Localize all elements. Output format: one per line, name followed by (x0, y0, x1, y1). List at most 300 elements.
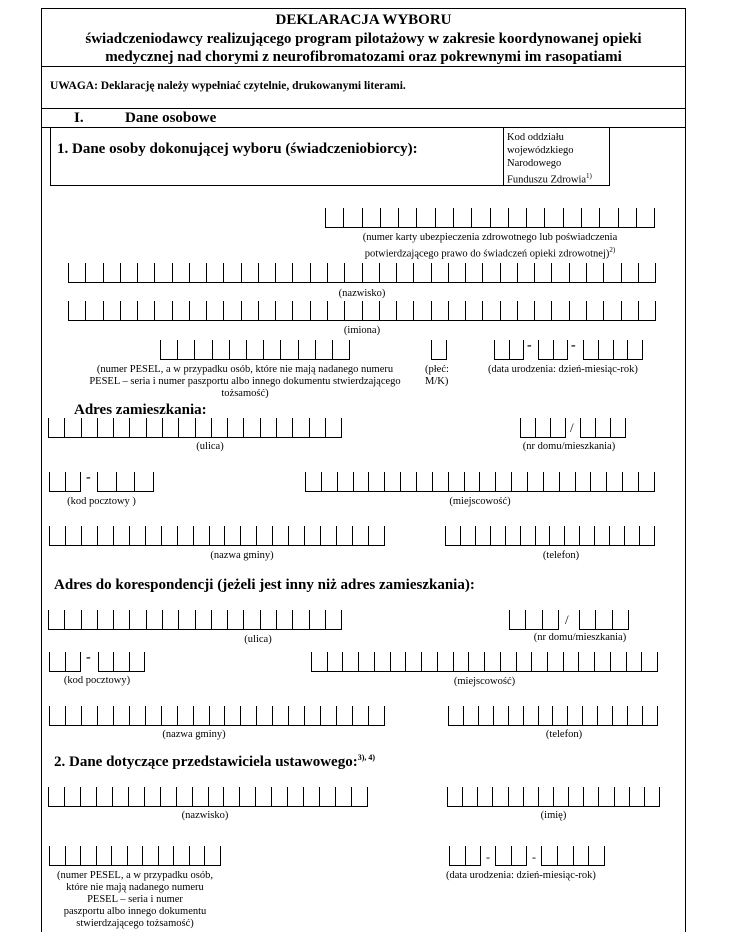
corr-postal-code-suffix-input[interactable] (98, 652, 145, 672)
char-cell[interactable] (85, 301, 102, 320)
char-cell[interactable] (445, 526, 460, 545)
char-cell[interactable] (129, 526, 145, 545)
char-cell[interactable] (351, 787, 368, 806)
char-cell[interactable] (320, 526, 336, 545)
char-cell[interactable] (48, 610, 64, 629)
char-cell[interactable] (552, 706, 567, 725)
char-cell[interactable] (327, 652, 343, 671)
corr-street-input[interactable] (48, 610, 342, 630)
rep-surname-input[interactable] (48, 787, 368, 807)
char-cell[interactable] (538, 340, 553, 359)
char-cell[interactable] (621, 263, 638, 282)
commune-input[interactable] (49, 526, 385, 546)
char-cell[interactable] (638, 472, 655, 491)
char-cell[interactable] (627, 706, 642, 725)
char-cell[interactable] (258, 263, 275, 282)
corr-postal-code-prefix-input[interactable] (49, 652, 81, 672)
char-cell[interactable] (586, 263, 603, 282)
char-cell[interactable] (396, 301, 413, 320)
char-cell[interactable] (517, 301, 534, 320)
char-cell[interactable] (161, 706, 177, 725)
char-cell[interactable] (517, 263, 534, 282)
char-cell[interactable] (68, 301, 85, 320)
char-cell[interactable] (547, 652, 563, 671)
pesel-input[interactable] (160, 340, 350, 360)
char-cell[interactable] (327, 263, 344, 282)
char-cell[interactable] (305, 472, 321, 491)
char-cell[interactable] (288, 706, 304, 725)
char-cell[interactable] (310, 301, 327, 320)
char-cell[interactable] (310, 263, 327, 282)
char-cell[interactable] (638, 263, 656, 282)
char-cell[interactable] (85, 263, 102, 282)
char-cell[interactable] (384, 472, 400, 491)
char-cell[interactable] (490, 526, 505, 545)
char-cell[interactable] (224, 706, 240, 725)
char-cell[interactable] (582, 706, 597, 725)
insurance-card-input[interactable] (325, 208, 655, 228)
char-cell[interactable] (460, 526, 475, 545)
char-cell[interactable] (482, 301, 499, 320)
char-cell[interactable] (527, 472, 543, 491)
char-cell[interactable] (275, 263, 292, 282)
char-cell[interactable] (113, 610, 129, 629)
char-cell[interactable] (194, 340, 211, 359)
char-cell[interactable] (511, 472, 527, 491)
postal-code-prefix-input[interactable] (49, 472, 81, 492)
char-cell[interactable] (81, 418, 97, 437)
char-cell[interactable] (544, 208, 562, 227)
char-cell[interactable] (495, 846, 511, 865)
char-cell[interactable] (172, 263, 189, 282)
char-cell[interactable] (241, 301, 258, 320)
char-cell[interactable] (303, 787, 319, 806)
char-cell[interactable] (492, 787, 507, 806)
char-cell[interactable] (448, 706, 463, 725)
char-cell[interactable] (80, 787, 96, 806)
char-cell[interactable] (96, 846, 112, 865)
char-cell[interactable] (342, 652, 358, 671)
char-cell[interactable] (304, 706, 320, 725)
char-cell[interactable] (137, 301, 154, 320)
char-cell[interactable] (550, 418, 566, 437)
char-cell[interactable] (353, 472, 369, 491)
char-cell[interactable] (49, 846, 65, 865)
char-cell[interactable] (146, 418, 162, 437)
char-cell[interactable] (129, 418, 145, 437)
char-cell[interactable] (223, 787, 239, 806)
char-cell[interactable] (448, 263, 465, 282)
dob-year-input[interactable] (583, 340, 643, 360)
char-cell[interactable] (368, 526, 385, 545)
char-cell[interactable] (449, 846, 465, 865)
char-cell[interactable] (134, 472, 154, 491)
char-cell[interactable] (145, 706, 161, 725)
char-cell[interactable] (583, 787, 598, 806)
char-cell[interactable] (65, 846, 81, 865)
char-cell[interactable] (177, 526, 193, 545)
char-cell[interactable] (68, 263, 85, 282)
char-cell[interactable] (193, 706, 209, 725)
char-cell[interactable] (292, 610, 308, 629)
char-cell[interactable] (413, 263, 430, 282)
char-cell[interactable] (335, 787, 351, 806)
char-cell[interactable] (292, 418, 308, 437)
char-cell[interactable] (567, 706, 582, 725)
char-cell[interactable] (154, 301, 171, 320)
char-cell[interactable] (97, 472, 116, 491)
char-cell[interactable] (177, 340, 194, 359)
city-input[interactable] (305, 472, 655, 492)
char-cell[interactable] (390, 652, 406, 671)
char-cell[interactable] (292, 301, 309, 320)
char-cell[interactable] (508, 208, 526, 227)
char-cell[interactable] (227, 610, 243, 629)
char-cell[interactable] (500, 263, 517, 282)
char-cell[interactable] (271, 787, 287, 806)
char-cell[interactable] (120, 301, 137, 320)
char-cell[interactable] (453, 208, 471, 227)
char-cell[interactable] (431, 263, 448, 282)
char-cell[interactable] (641, 652, 658, 671)
char-cell[interactable] (374, 652, 390, 671)
char-cell[interactable] (298, 340, 315, 359)
char-cell[interactable] (49, 472, 65, 491)
char-cell[interactable] (311, 652, 327, 671)
char-cell[interactable] (192, 787, 208, 806)
char-cell[interactable] (612, 610, 629, 629)
char-cell[interactable] (172, 301, 189, 320)
char-cell[interactable] (543, 472, 559, 491)
char-cell[interactable] (563, 652, 579, 671)
char-cell[interactable] (161, 526, 177, 545)
char-cell[interactable] (224, 526, 240, 545)
char-cell[interactable] (520, 418, 535, 437)
char-cell[interactable] (597, 706, 612, 725)
rep-name-input[interactable] (447, 787, 660, 807)
char-cell[interactable] (380, 208, 398, 227)
char-cell[interactable] (160, 787, 176, 806)
char-cell[interactable] (113, 418, 129, 437)
char-cell[interactable] (206, 263, 223, 282)
char-cell[interactable] (280, 340, 297, 359)
char-cell[interactable] (551, 301, 568, 320)
char-cell[interactable] (594, 526, 609, 545)
char-cell[interactable] (500, 301, 517, 320)
char-cell[interactable] (569, 301, 586, 320)
char-cell[interactable] (209, 526, 225, 545)
char-cell[interactable] (551, 263, 568, 282)
char-cell[interactable] (80, 846, 96, 865)
char-cell[interactable] (145, 526, 161, 545)
char-cell[interactable] (362, 301, 379, 320)
char-cell[interactable] (477, 787, 492, 806)
char-cell[interactable] (344, 263, 361, 282)
char-cell[interactable] (315, 340, 332, 359)
char-cell[interactable] (189, 301, 206, 320)
corr-city-input[interactable] (311, 652, 658, 672)
char-cell[interactable] (468, 652, 484, 671)
char-cell[interactable] (479, 472, 495, 491)
char-cell[interactable] (239, 787, 255, 806)
char-cell[interactable] (538, 787, 553, 806)
char-cell[interactable] (162, 418, 178, 437)
char-cell[interactable] (258, 301, 275, 320)
char-cell[interactable] (275, 301, 292, 320)
char-cell[interactable] (511, 846, 528, 865)
char-cell[interactable] (508, 706, 523, 725)
char-cell[interactable] (618, 208, 636, 227)
char-cell[interactable] (325, 208, 343, 227)
char-cell[interactable] (535, 418, 550, 437)
char-cell[interactable] (578, 652, 594, 671)
char-cell[interactable] (128, 787, 144, 806)
char-cell[interactable] (127, 846, 143, 865)
char-cell[interactable] (590, 472, 606, 491)
char-cell[interactable] (327, 301, 344, 320)
char-cell[interactable] (344, 301, 361, 320)
char-cell[interactable] (462, 787, 477, 806)
rep-pesel-input[interactable] (49, 846, 221, 866)
char-cell[interactable] (103, 263, 120, 282)
char-cell[interactable] (49, 526, 65, 545)
char-cell[interactable] (526, 208, 544, 227)
char-cell[interactable] (173, 846, 189, 865)
char-cell[interactable] (97, 706, 113, 725)
char-cell[interactable] (534, 263, 551, 282)
char-cell[interactable] (588, 846, 605, 865)
char-cell[interactable] (495, 472, 511, 491)
char-cell[interactable] (223, 263, 240, 282)
dob-month-input[interactable] (538, 340, 568, 360)
house-number-input[interactable] (520, 418, 566, 438)
char-cell[interactable] (508, 787, 523, 806)
char-cell[interactable] (129, 652, 145, 671)
char-cell[interactable] (575, 472, 591, 491)
char-cell[interactable] (211, 610, 227, 629)
char-cell[interactable] (343, 208, 361, 227)
dob-day-input[interactable] (494, 340, 524, 360)
char-cell[interactable] (622, 472, 638, 491)
char-cell[interactable] (116, 472, 135, 491)
char-cell[interactable] (160, 340, 177, 359)
char-cell[interactable] (610, 418, 626, 437)
char-cell[interactable] (627, 340, 643, 359)
char-cell[interactable] (542, 610, 559, 629)
char-cell[interactable] (568, 787, 583, 806)
char-cell[interactable] (416, 208, 434, 227)
char-cell[interactable] (154, 263, 171, 282)
char-cell[interactable] (629, 787, 644, 806)
char-cell[interactable] (272, 706, 288, 725)
char-cell[interactable] (639, 526, 655, 545)
char-cell[interactable] (65, 652, 82, 671)
char-cell[interactable] (103, 301, 120, 320)
char-cell[interactable] (144, 787, 160, 806)
char-cell[interactable] (288, 526, 304, 545)
char-cell[interactable] (358, 652, 374, 671)
char-cell[interactable] (48, 418, 64, 437)
char-cell[interactable] (535, 526, 550, 545)
char-cell[interactable] (642, 706, 658, 725)
char-cell[interactable] (368, 472, 384, 491)
char-cell[interactable] (465, 263, 482, 282)
char-cell[interactable] (81, 526, 97, 545)
char-cell[interactable] (516, 652, 532, 671)
char-cell[interactable] (321, 472, 337, 491)
char-cell[interactable] (553, 787, 568, 806)
char-cell[interactable] (309, 418, 325, 437)
char-cell[interactable] (276, 610, 292, 629)
street-input[interactable] (48, 418, 342, 438)
char-cell[interactable] (320, 706, 336, 725)
char-cell[interactable] (292, 263, 309, 282)
char-cell[interactable] (189, 263, 206, 282)
char-cell[interactable] (523, 706, 538, 725)
char-cell[interactable] (81, 610, 97, 629)
char-cell[interactable] (431, 340, 447, 359)
char-cell[interactable] (129, 706, 145, 725)
char-cell[interactable] (525, 610, 541, 629)
char-cell[interactable] (538, 706, 553, 725)
char-cell[interactable] (229, 340, 246, 359)
rep-dob-day-input[interactable] (449, 846, 481, 866)
char-cell[interactable] (368, 706, 385, 725)
char-cell[interactable] (465, 301, 482, 320)
char-cell[interactable] (624, 526, 639, 545)
char-cell[interactable] (337, 472, 353, 491)
char-cell[interactable] (563, 208, 581, 227)
char-cell[interactable] (610, 652, 626, 671)
char-cell[interactable] (448, 301, 465, 320)
char-cell[interactable] (553, 340, 569, 359)
char-cell[interactable] (64, 787, 80, 806)
char-cell[interactable] (464, 472, 480, 491)
rep-dob-month-input[interactable] (495, 846, 527, 866)
char-cell[interactable] (208, 787, 224, 806)
char-cell[interactable] (241, 263, 258, 282)
char-cell[interactable] (362, 208, 380, 227)
char-cell[interactable] (609, 526, 624, 545)
char-cell[interactable] (396, 263, 413, 282)
char-cell[interactable] (494, 340, 509, 359)
char-cell[interactable] (178, 610, 194, 629)
char-cell[interactable] (612, 706, 627, 725)
char-cell[interactable] (146, 610, 162, 629)
char-cell[interactable] (97, 418, 113, 437)
char-cell[interactable] (493, 706, 508, 725)
char-cell[interactable] (579, 526, 594, 545)
phone-input[interactable] (445, 526, 655, 546)
char-cell[interactable] (541, 846, 557, 865)
char-cell[interactable] (413, 301, 430, 320)
char-cell[interactable] (379, 301, 396, 320)
sex-input[interactable] (431, 340, 447, 360)
char-cell[interactable] (112, 787, 128, 806)
char-cell[interactable] (48, 787, 64, 806)
char-cell[interactable] (557, 846, 573, 865)
char-cell[interactable] (362, 263, 379, 282)
char-cell[interactable] (465, 846, 482, 865)
char-cell[interactable] (599, 208, 617, 227)
char-cell[interactable] (579, 610, 595, 629)
char-cell[interactable] (447, 787, 462, 806)
char-cell[interactable] (475, 526, 490, 545)
char-cell[interactable] (603, 263, 620, 282)
char-cell[interactable] (195, 610, 211, 629)
char-cell[interactable] (586, 301, 603, 320)
char-cell[interactable] (211, 418, 227, 437)
char-cell[interactable] (120, 263, 137, 282)
char-cell[interactable] (636, 208, 655, 227)
char-cell[interactable] (113, 706, 129, 725)
char-cell[interactable] (638, 301, 656, 320)
char-cell[interactable] (490, 208, 508, 227)
char-cell[interactable] (243, 610, 259, 629)
char-cell[interactable] (471, 208, 489, 227)
char-cell[interactable] (594, 652, 610, 671)
char-cell[interactable] (482, 263, 499, 282)
char-cell[interactable] (580, 418, 595, 437)
char-cell[interactable] (453, 652, 469, 671)
char-cell[interactable] (598, 340, 613, 359)
char-cell[interactable] (65, 526, 81, 545)
char-cell[interactable] (379, 263, 396, 282)
apartment-number-input[interactable] (580, 418, 626, 438)
char-cell[interactable] (260, 610, 276, 629)
names-input[interactable] (68, 301, 656, 321)
char-cell[interactable] (97, 610, 113, 629)
char-cell[interactable] (432, 472, 448, 491)
rep-dob-year-input[interactable] (541, 846, 605, 866)
char-cell[interactable] (614, 787, 629, 806)
char-cell[interactable] (111, 846, 127, 865)
char-cell[interactable] (204, 846, 221, 865)
corr-apartment-number-input[interactable] (579, 610, 629, 630)
char-cell[interactable] (162, 610, 178, 629)
char-cell[interactable] (255, 787, 271, 806)
char-cell[interactable] (435, 208, 453, 227)
char-cell[interactable] (626, 652, 642, 671)
char-cell[interactable] (97, 526, 113, 545)
char-cell[interactable] (256, 526, 272, 545)
char-cell[interactable] (581, 208, 599, 227)
corr-house-number-input[interactable] (509, 610, 559, 630)
char-cell[interactable] (309, 610, 325, 629)
char-cell[interactable] (437, 652, 453, 671)
char-cell[interactable] (595, 610, 611, 629)
char-cell[interactable] (276, 418, 292, 437)
char-cell[interactable] (405, 652, 421, 671)
char-cell[interactable] (613, 340, 628, 359)
corr-commune-input[interactable] (49, 706, 385, 726)
char-cell[interactable] (64, 418, 80, 437)
char-cell[interactable] (559, 472, 575, 491)
char-cell[interactable] (142, 846, 158, 865)
char-cell[interactable] (212, 340, 229, 359)
char-cell[interactable] (319, 787, 335, 806)
char-cell[interactable] (158, 846, 174, 865)
char-cell[interactable] (421, 652, 437, 671)
char-cell[interactable] (49, 652, 65, 671)
char-cell[interactable] (352, 526, 368, 545)
char-cell[interactable] (178, 418, 194, 437)
char-cell[interactable] (352, 706, 368, 725)
char-cell[interactable] (621, 301, 638, 320)
char-cell[interactable] (416, 472, 432, 491)
char-cell[interactable] (81, 706, 97, 725)
char-cell[interactable] (240, 526, 256, 545)
